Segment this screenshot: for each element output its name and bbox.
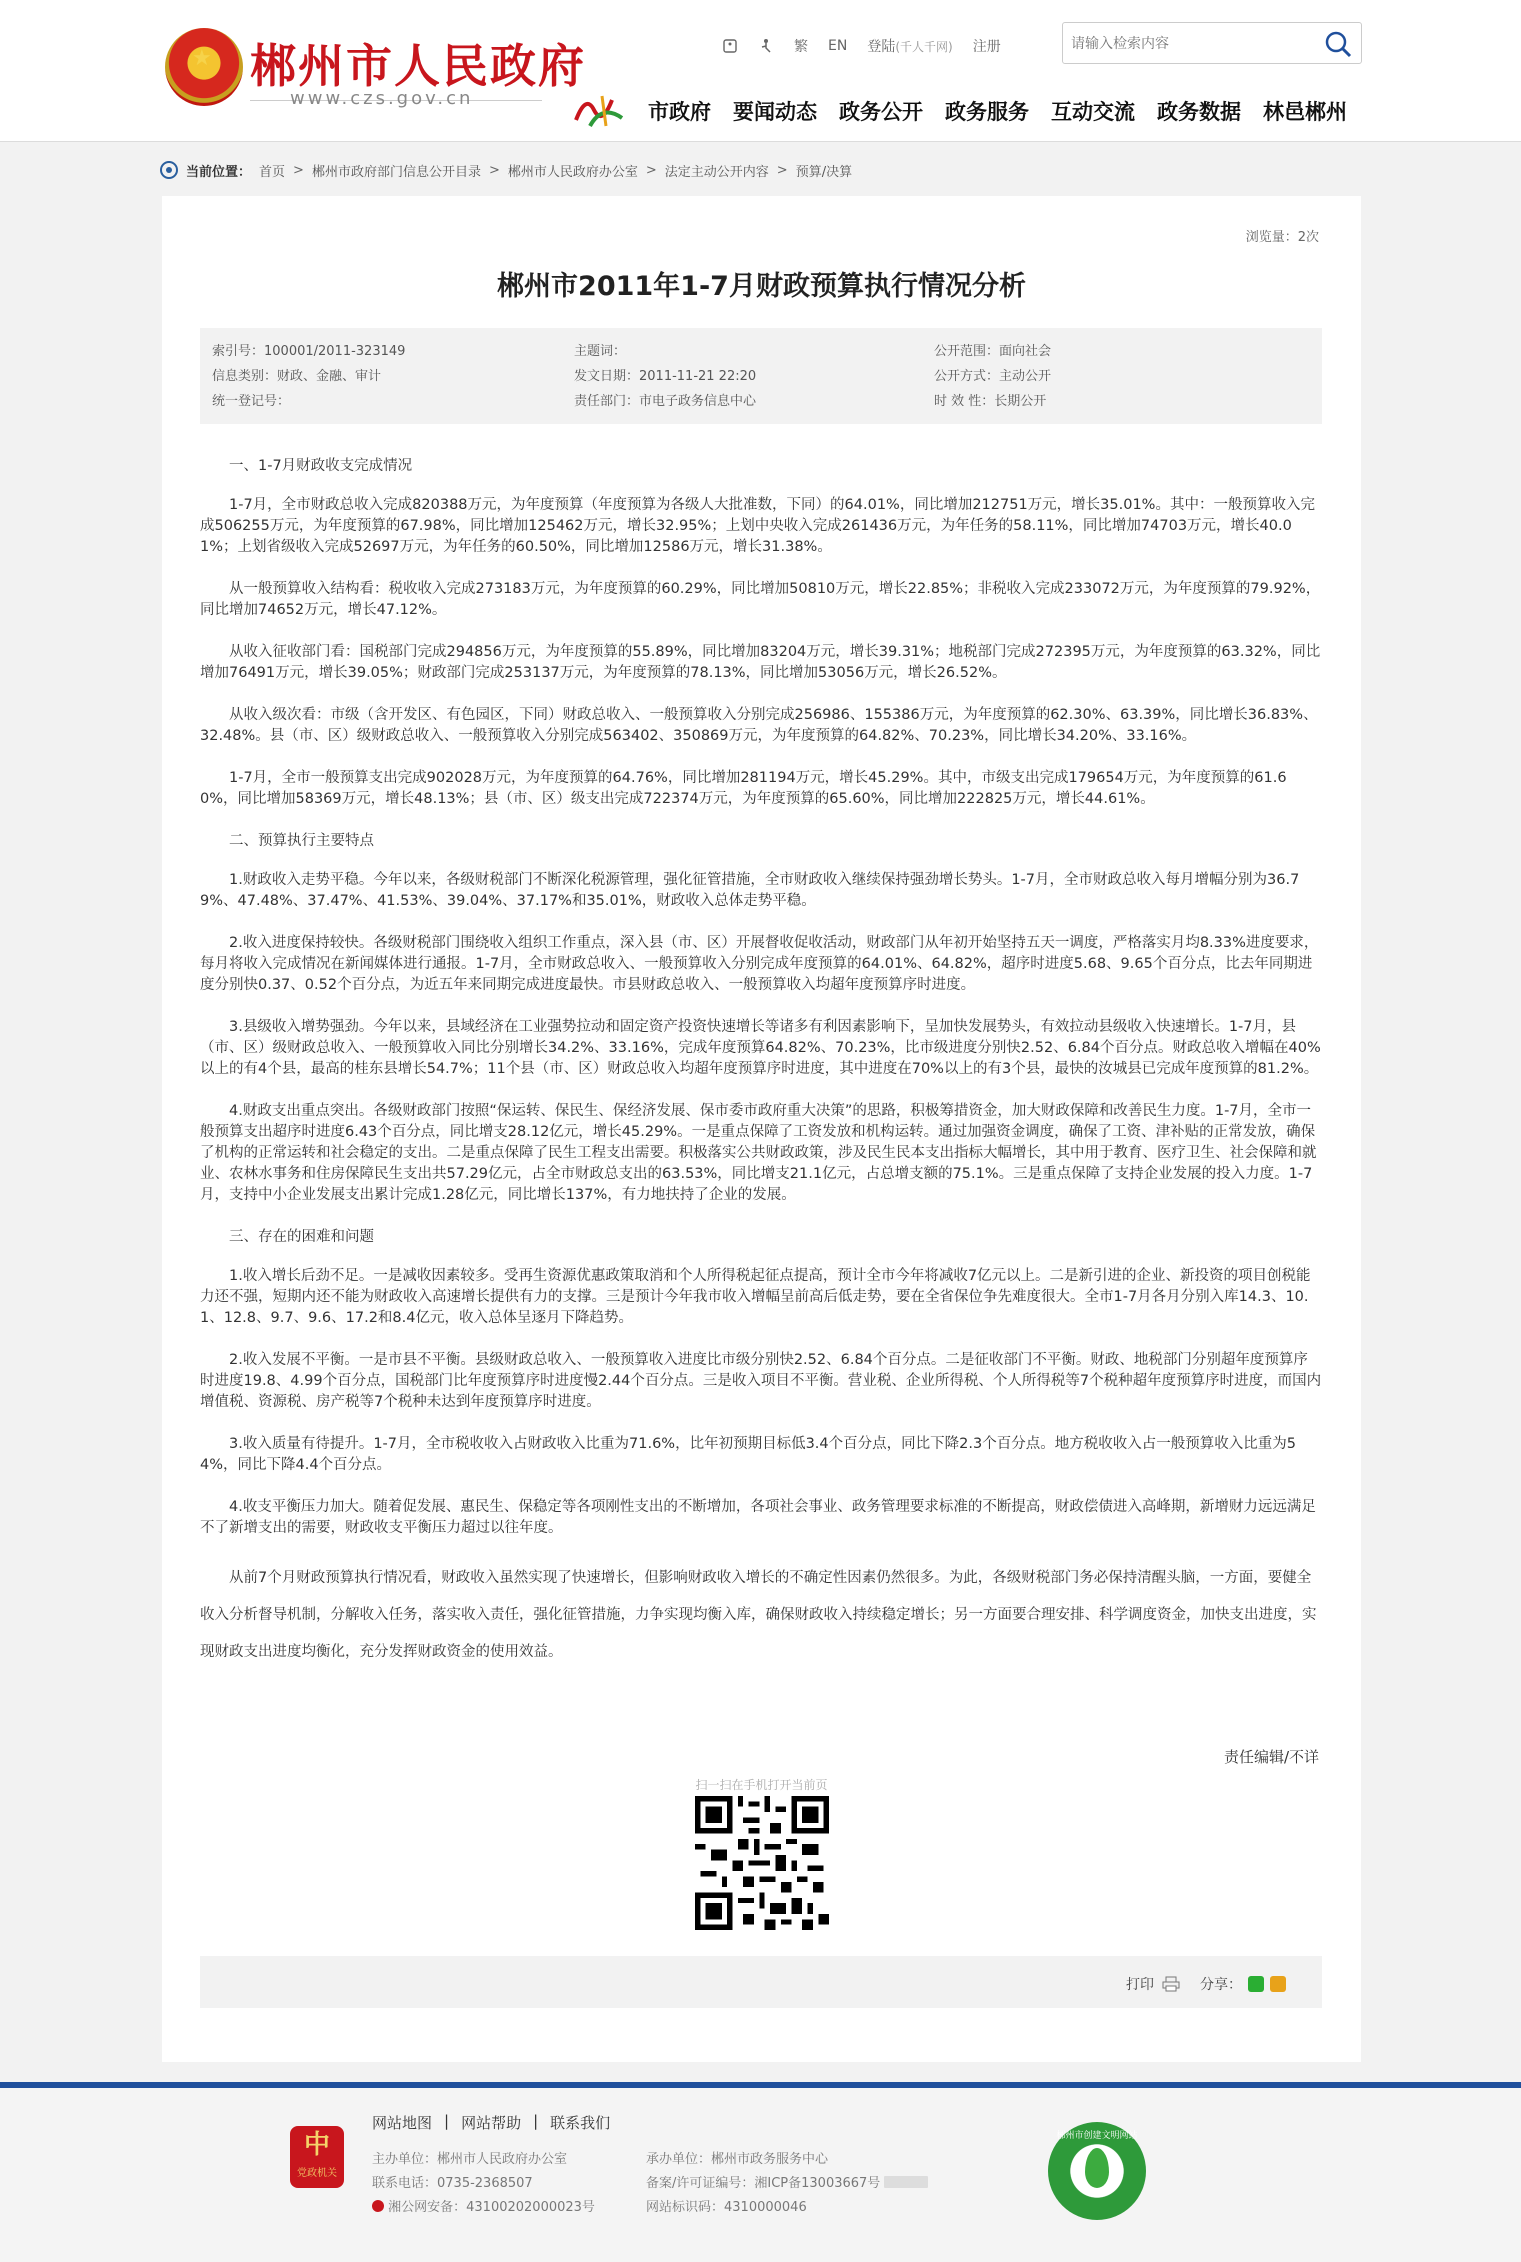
accessibility-icon[interactable] bbox=[722, 38, 738, 54]
site-map-link[interactable]: 网站地图 bbox=[372, 2114, 433, 2132]
nav-linyi-chenzhou[interactable]: 林邑郴州 bbox=[1263, 100, 1347, 124]
paragraph: 1.财政收入走势平稳。今年以来，各级财税部门不断深化税源管理，强化征管措施，全市财政收入继续保持强劲增长势头。1-7月，全市财政总收入每月增幅分别为36.79%、47.48%、37.47%、41.53%、39.04%、37.17%和35.01%，财政收入总体走势平稳。 bbox=[200, 872, 1300, 909]
qr-tip: 扫一扫在手机打开当前页 bbox=[695, 1778, 828, 1792]
seal-text: 郴州市创建文明网站 bbox=[1056, 2131, 1138, 2141]
meta-validity: 时 效 性：长期公开 bbox=[934, 394, 1047, 409]
login-label: 登陆 bbox=[867, 39, 896, 55]
calligraphy-logo-icon bbox=[572, 90, 628, 130]
nav-government-affairs-open[interactable]: 政务公开 bbox=[839, 100, 923, 124]
site-code: 网站标识码：4310000046 bbox=[646, 2200, 807, 2215]
traditional-chinese-link[interactable]: 繁 bbox=[794, 39, 808, 55]
police-record[interactable] bbox=[372, 2196, 595, 2215]
paragraph: 4.财政支出重点突出。各级财政部门按照“保运转、保民生、保经济发展、保市委市政府重大决策”的思路，积极筹措资金，加大财政保障和改善民生力度。1-7月，全市一般预算支出超序时进度6.43个百分点，同比增支28.12亿元，增长45.29%。一是重点保障了工资发放和机构运转。通过加强资金调度，确保了工资、津补贴的正常发放，确保了机构的正常运转和社会稳定的支出。二是重点保障了民生工程支出需要。积极落实公共财政政策，涉及民生民本支出指标大幅增长，其中用于教育、医疗卫生、社会保障和就业、农林水事务和住房保障民生支出共57.29亿元，占全市财政总支出的63.53%，同比增支21.1亿元，占总增支额的75.1%。三是重点保障了支持企业发展的投入力度。1-7月，支持中小企业发展支出累计完成1.28亿元，同比增长137%，有力地扶持了企业的发展。 bbox=[200, 1103, 1317, 1203]
main-nav bbox=[648, 96, 1347, 126]
paragraph: 3.县级收入增势强劲。今年以来，县域经济在工业强势拉动和固定资产投资快速增长等诸多有利因素影响下，呈加快发展势头，有效拉动县级收入快速增长。1-7月，县（市、区）级财政总收入、一般预算收入同比分别增长34.2%、33.16%，完成年度预算64.82%、70.23%，比市级进度分别快2.52、6.84个百分点。财政总收入增幅在40%以上的有4个县，最高的桂东县增长54.7%；11个县（市、区）财政总收入均超年度预算序时进度，其中进度在70%以上的有3个县，最快的汝城县已完成年度预算的81.2%。 bbox=[200, 1019, 1321, 1077]
breadcrumb-budget[interactable]: 预算/决算 bbox=[795, 164, 853, 180]
breadcrumb bbox=[160, 160, 852, 180]
nav-government-data[interactable]: 政务数据 bbox=[1157, 100, 1241, 124]
responsible-editor: 责任编辑/不详 bbox=[1223, 1748, 1319, 1766]
paragraph: 1.收入增长后劲不足。一是减收因素较多。受再生资源优惠政策取消和个人所得税起征点提高，预计全市今年将减收7亿元以上。二是新引进的企业、新投资的项目创税能力还不强，短期内还不能为财政收入高速增长提供有力的支撑。三是预计今年我市收入增幅呈前高后低走势，要在全省保位争先难度很大。全市1-7月各月分别入库14.3、10.1、12.8、9.7、9.6、17.2和8.4亿元，收入总体呈逐月下降趋势。 bbox=[200, 1268, 1311, 1326]
section-heading: 二、预算执行主要特点 bbox=[229, 833, 374, 849]
paragraph: 从收入征收部门看：国税部门完成294856万元，为年度预算的55.89%，同比增加83204万元，增长39.31%；地税部门完成272395万元，为年度预算的63.32%，同比增加76491万元，增长39.05%；财政部门完成253137万元，为年度预算的78.13%，同比增加53056万元，增长26.52%。 bbox=[200, 644, 1321, 681]
paragraph: 从一般预算收入结构看：税收收入完成273183万元，为年度预算的60.29%，同比增加50810万元，增长22.85%；非税收入完成233072万元，为年度预算的79.92%，同比增加74652万元，增长47.12%。 bbox=[200, 581, 1321, 618]
paragraph: 2.收入发展不平衡。一是市县不平衡。县级财政总收入、一般预算收入进度比市级分别快2.52、6.84个百分点。二是征收部门不平衡。财政、地税部门分别超年度预算序时进度19.8、4.99个百分点，国税部门比年度预算序时进度慢2.44个百分点。三是收入项目不平衡。营业税、企业所得税、个人所得税等7个税种超年度预算序时进度，而国内增值税、资源税、房产税等7个税种未达到年度预算序时进度。 bbox=[200, 1352, 1322, 1410]
article-title: 郴州市2011年1-7月财政预算执行情况分析 bbox=[497, 271, 1026, 302]
section-heading: 三、存在的困难和问题 bbox=[229, 1229, 374, 1245]
share-group bbox=[1200, 1974, 1286, 1994]
breadcrumb-label: 当前位置： bbox=[186, 164, 252, 180]
paragraph: 1-7月，全市财政总收入完成820388万元，为年度预算（年度预算为各级人大批准数，下同）的64.01%，同比增加212751万元，增长35.01%。其中：一般预算收入完成506255万元，为年度预算的67.98%，同比增加125462万元，增长32.95%；上划中央收入完成261436万元，为年任务的58.11%，同比增加74703万元，增长40.01%；上划省级收入完成52697万元，为年任务的60.50%，同比增加12586万元，增长31.38%。 bbox=[200, 497, 1315, 555]
login-link[interactable] bbox=[867, 36, 952, 56]
print-label: 打印 bbox=[1126, 1977, 1154, 1993]
badge-text: 党政机关 bbox=[297, 2168, 337, 2179]
meta-scope: 公开范围：面向社会 bbox=[934, 344, 1052, 359]
breadcrumb-separator: > bbox=[488, 162, 500, 178]
section-heading: 一、1-7月财政收支完成情况 bbox=[229, 458, 413, 474]
elder-mode-icon[interactable] bbox=[758, 38, 774, 54]
icp-record-text: 备案/许可证编号：湘ICP备13003667号 bbox=[646, 2176, 881, 2191]
breadcrumb-office[interactable]: 郴州市人民政府办公室 bbox=[507, 164, 638, 180]
breadcrumb-separator: > bbox=[645, 162, 657, 178]
badge-char: 中 bbox=[303, 2130, 330, 2160]
meta-date: 发文日期：2011-11-21 22:20 bbox=[574, 369, 757, 384]
contact-phone: 联系电话：0735-2368507 bbox=[372, 2176, 533, 2191]
paragraph: 从前7个月财政预算执行情况看，财政收入虽然实现了快速增长，但影响财政收入增长的不确定性因素仍然很多。为此，各级财税部门务必保持清醒头脑，一方面，要健全收入分析督导机制，分解收入任务，落实收入责任，强化征管措施，力争实现均衡入库，确保财政收入持续稳定增长；另一方面要合理安排、科学调度资金，加快支出进度，实现财政支出进度均衡化，充分发挥财政资金的使用效益。 bbox=[200, 1570, 1317, 1660]
breadcrumb-catalog[interactable]: 郴州市政府部门信息公开目录 bbox=[311, 164, 481, 180]
meta-topic: 主题词： bbox=[574, 344, 627, 359]
meta-reg-no: 统一登记号： bbox=[212, 394, 291, 409]
footer-links bbox=[372, 2112, 610, 2133]
english-link[interactable]: EN bbox=[828, 38, 848, 54]
qr-code-icon bbox=[695, 1796, 829, 1930]
weibo-icon[interactable] bbox=[1270, 1976, 1286, 1992]
site-url: www.czs.gov.cn bbox=[290, 88, 474, 109]
action-bar bbox=[200, 1956, 1322, 2008]
breadcrumb-home[interactable]: 首页 bbox=[259, 164, 286, 180]
link-separator: | bbox=[444, 2112, 450, 2130]
view-count: 浏览量：2次 bbox=[1245, 230, 1319, 245]
icp-record[interactable] bbox=[646, 2172, 928, 2191]
search-icon[interactable] bbox=[1323, 29, 1353, 59]
breadcrumb-separator: > bbox=[776, 162, 788, 178]
metadata-panel bbox=[200, 328, 1322, 424]
register-link[interactable]: 注册 bbox=[972, 39, 1001, 55]
link-separator: | bbox=[533, 2112, 539, 2130]
share-label: 分享： bbox=[1200, 1977, 1242, 1993]
meta-method: 公开方式：主动公开 bbox=[934, 369, 1052, 384]
party-government-badge-icon[interactable] bbox=[290, 2126, 344, 2188]
nav-city-government[interactable]: 市政府 bbox=[648, 100, 711, 124]
undertake-unit: 承办单位：郴州市政务服务中心 bbox=[646, 2152, 829, 2167]
printer-icon bbox=[1162, 1976, 1180, 1992]
paragraph: 1-7月，全市一般预算支出完成902028万元，为年度预算的64.76%，同比增加281194万元，增长45.29%。其中，市级支出完成179654万元，为年度预算的61.60%，同比增加58369万元，增长48.13%；县（市、区）级支出完成722374万元，为年度预算的65.60%，同比增加222825万元，增长44.61%。 bbox=[200, 770, 1287, 807]
site-help-link[interactable]: 网站帮助 bbox=[461, 2114, 522, 2132]
paragraph: 从收入级次看：市级（含开发区、有色园区，下同）财政总收入、一般预算收入分别完成256986、155386万元，为年度预算的62.30%、63.39%，同比增长36.83%、32.48%。县（市、区）级财政总收入、一般预算收入分别完成563402、350869万元，为年度预算的64.82%、70.23%，同比增长34.20%、33.16%。 bbox=[200, 707, 1318, 744]
meta-index-no: 索引号：100001/2011-323149 bbox=[212, 344, 406, 359]
cnzz-stat-icon[interactable] bbox=[884, 2176, 928, 2188]
paragraph: 3.收入质量有待提升。1-7月，全市税收收入占财政收入比重为71.6%，比年初预期目标低3.4个百分点，同比下降2.3个百分点。地方税收收入占一般预算收入比重为54%，同比下降4.4个百分点。 bbox=[200, 1436, 1296, 1473]
breadcrumb-separator: > bbox=[293, 162, 304, 178]
login-note: (千人千网) bbox=[895, 40, 953, 54]
print-button[interactable] bbox=[1126, 1974, 1180, 1994]
paragraph: 2.收入进度保持较快。各级财税部门围绕收入组织工作重点，深入县（市、区）开展督收促收活动，财政部门从年初开始坚持五天一调度，严格落实月均8.33%进度要求，每月将收入完成情况在新闻媒体进行通报。1-7月，全市财政总收入、一般预算收入分别完成年度预算的64.01%、64.82%，超序时进度5.68、9.65个百分点，比去年同期进度分别快0.37、0.52个百分点，为近五年来同期完成进度最快。市县财政总收入、一般预算收入均超年度预算序时进度。 bbox=[200, 935, 1319, 993]
search-box bbox=[1062, 22, 1362, 64]
meta-dept: 责任部门：市电子政务信息中心 bbox=[574, 394, 757, 409]
header-tools bbox=[722, 36, 1001, 56]
paragraph: 4.收支平衡压力加大。随着促发展、惠民生、保稳定等各项刚性支出的不断增加，各项社会事业、政务管理要求标准的不断提高，财政偿债进入高峰期，新增财力远远满足不了新增支出的需要，财政收支平衡压力超过以往年度。 bbox=[200, 1499, 1316, 1536]
meta-category: 信息类别：财政、金融、审计 bbox=[212, 369, 382, 384]
host-unit: 主办单位：郴州市人民政府办公室 bbox=[372, 2152, 568, 2167]
article-container bbox=[162, 196, 1361, 2062]
site-title[interactable]: 郴州市人民政府 bbox=[250, 39, 586, 93]
article-body bbox=[200, 456, 1322, 1671]
police-record-text: 湘公网安备：43100202000023号 bbox=[388, 2200, 595, 2215]
site-footer bbox=[0, 2088, 1521, 2262]
nav-government-services[interactable]: 政务服务 bbox=[945, 100, 1029, 124]
location-icon bbox=[160, 161, 178, 179]
nav-interaction[interactable]: 互动交流 bbox=[1051, 100, 1135, 124]
national-emblem-icon bbox=[165, 28, 243, 106]
wechat-icon[interactable] bbox=[1248, 1976, 1264, 1992]
contact-us-link[interactable]: 联系我们 bbox=[550, 2114, 611, 2132]
police-emblem-icon bbox=[372, 2200, 384, 2212]
site-header bbox=[0, 0, 1521, 142]
search-input[interactable] bbox=[1071, 33, 1311, 55]
nav-news[interactable]: 要闻动态 bbox=[733, 100, 817, 124]
breadcrumb-legal-content[interactable]: 法定主动公开内容 bbox=[664, 164, 769, 180]
